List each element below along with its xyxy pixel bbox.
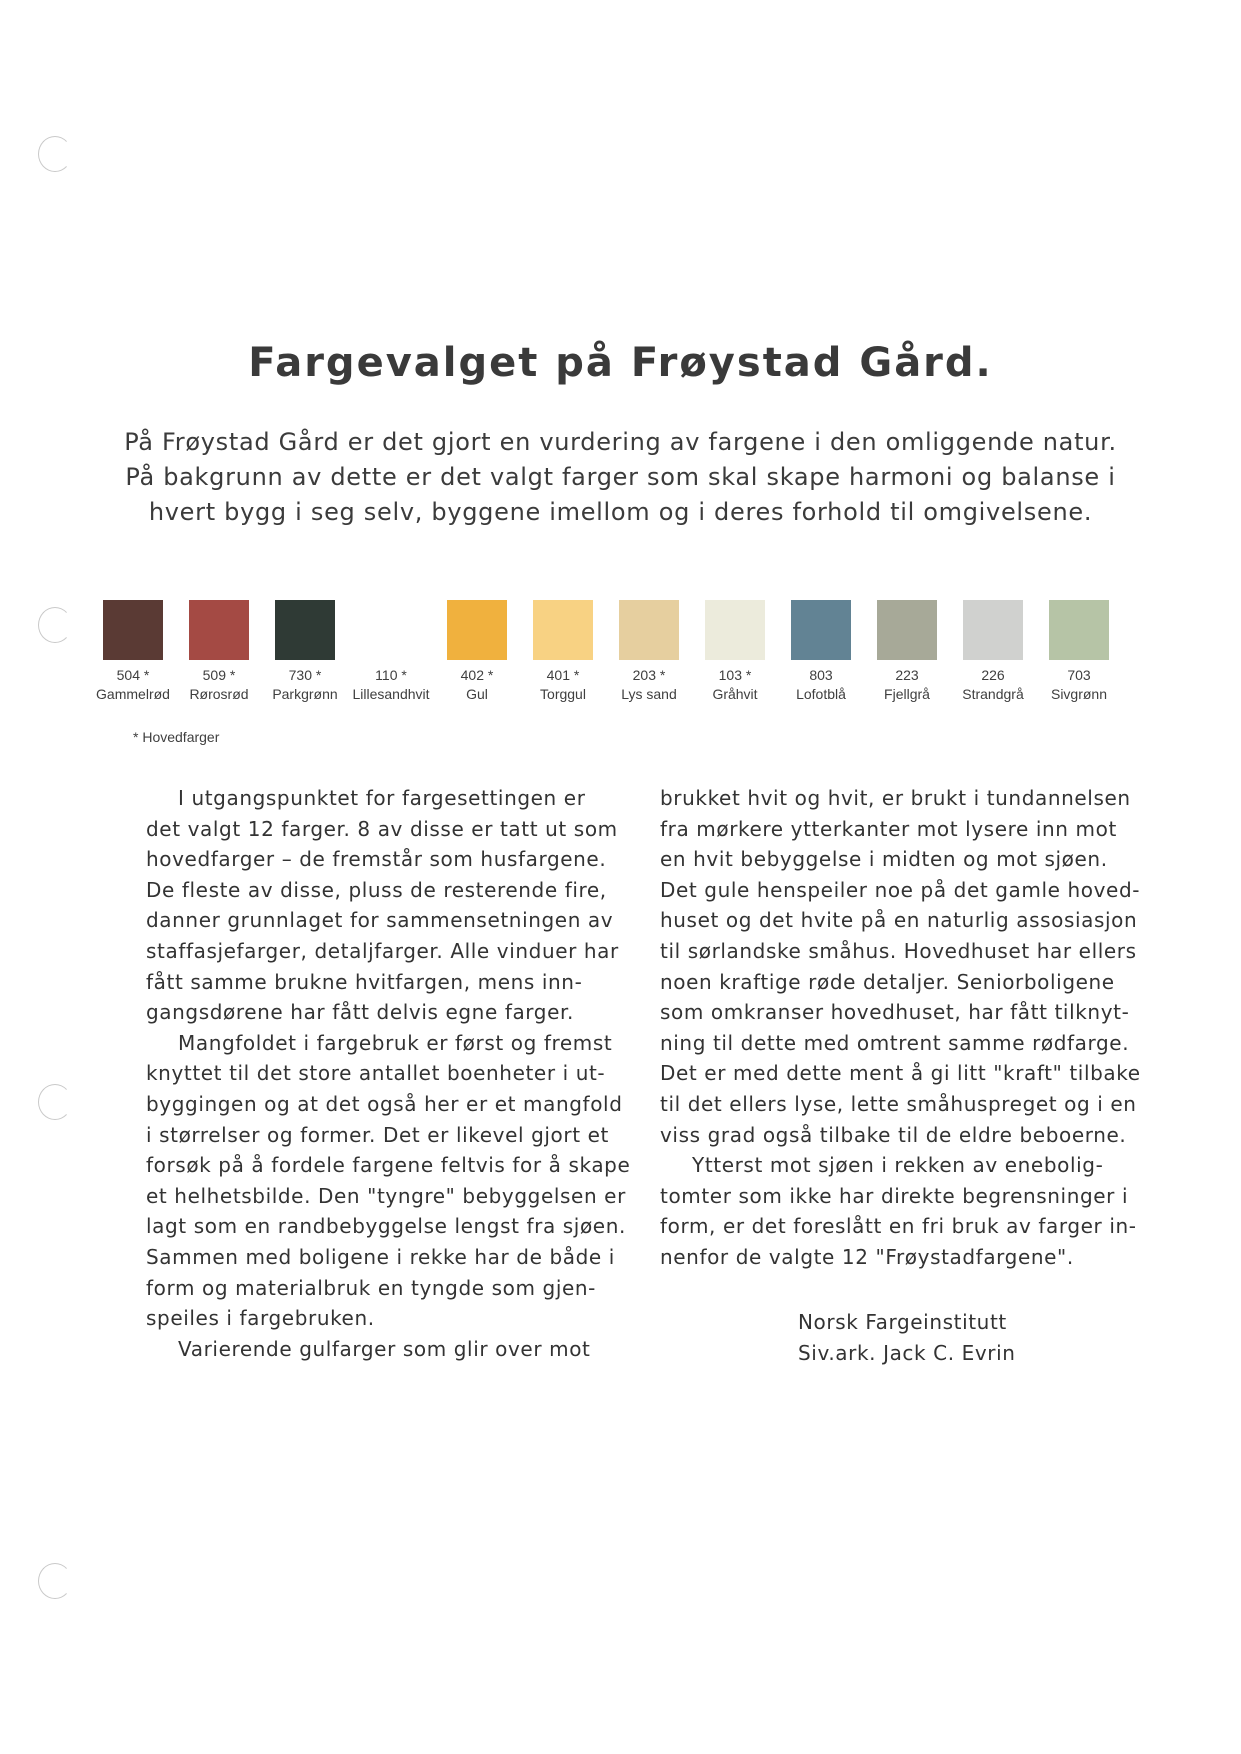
swatch-name: Gammelrød — [96, 686, 170, 702]
body-line: speiles i fargebruken. — [146, 1306, 375, 1331]
swatch-code: 226 — [981, 667, 1005, 683]
swatch-item — [1031, 600, 1127, 704]
color-swatch — [275, 600, 335, 660]
swatch-code: 402 * — [460, 667, 494, 683]
page-title: Fargevalget på Frøystad Gård. — [248, 340, 993, 386]
body-line: lagt som en randbebyggelse lengst fra sjøen. — [146, 1214, 626, 1239]
swatch-name: Sivgrønn — [1050, 686, 1108, 702]
body-line: brukket hvit og hvit, er brukt i tundannelsen — [660, 786, 1131, 810]
body-line: nenfor de valgte 12 "Frøystadfargene". — [660, 1244, 1074, 1269]
intro-line: hvert bygg i seg selv, byggene imellom og i deres forhold til omgivelsene. — [148, 498, 1093, 526]
body-line: huset og det hvite på en naturlig assosiasjon — [660, 908, 1138, 933]
color-swatch — [791, 600, 851, 660]
intro-paragraph — [0, 425, 1241, 530]
swatch-item — [945, 600, 1041, 704]
swatch-code: 401 * — [546, 667, 580, 683]
swatch-code: 110 * — [375, 667, 407, 683]
body-line: knyttet til det store antallet boenheter i ut- — [146, 1061, 606, 1086]
color-swatch — [705, 600, 765, 660]
swatch-code: 703 — [1067, 667, 1091, 683]
body-line: ning til dette med omtrent samme rødfarge. — [660, 1030, 1130, 1055]
body-line: fra mørkere ytterkanter mot lysere inn mot — [660, 816, 1117, 841]
body-line: hovedfarger – de fremstår som husfargene. — [146, 847, 607, 872]
swatch-code: 504 * — [116, 667, 150, 683]
body-line: form, er det foreslått en fri bruk av farger in- — [660, 1214, 1137, 1239]
color-swatch — [533, 600, 593, 660]
body-line: som omkranser hovedhuset, har fått tilknyt- — [660, 1000, 1130, 1025]
binder-hole-3 — [38, 1084, 72, 1120]
footnote: * Hovedfarger — [133, 729, 220, 745]
body-line: Det gule henspeiler noe på det gamle hoved- — [660, 877, 1141, 902]
body-column-right — [660, 783, 1160, 1273]
body-line: det valgt 12 farger. 8 av disse er tatt ut som — [146, 816, 618, 841]
signature-author: Siv.ark. Jack C. Evrin — [798, 1341, 1016, 1365]
body-line: noen kraftige røde detaljer. Seniorboligene — [660, 969, 1115, 994]
body-line: byggingen og at det også her er et mangfold — [146, 1091, 623, 1116]
body-line: danner grunnlaget for sammensetningen av — [146, 908, 614, 933]
swatch-item — [687, 600, 783, 704]
body-line: De fleste av disse, pluss de resterende fire, — [146, 877, 607, 902]
binder-hole-2 — [38, 607, 72, 643]
body-line: viss grad også tilbake til de eldre beboerne. — [660, 1122, 1127, 1147]
body-line: Det er med dette ment å gi litt "kraft" tilbake — [660, 1061, 1141, 1086]
swatch-name: Lys sand — [621, 686, 677, 702]
body-line: til sørlandske småhus. Hovedhuset har ellers — [660, 938, 1137, 963]
intro-line: På bakgrunn av dette er det valgt farger som skal skape harmoni og balanse i — [125, 463, 1116, 491]
intro-line: På Frøystad Gård er det gjort en vurdering av fargene i den omliggende natur. — [124, 428, 1117, 456]
body-line: i størrelser og former. Det er likevel gjort et — [146, 1122, 609, 1147]
body-line: fått samme brukne hvitfargen, mens inn- — [146, 969, 583, 994]
body-line: forsøk på å fordele fargene feltvis for å skape — [146, 1153, 631, 1178]
color-swatch — [1049, 600, 1109, 660]
body-line: Sammen med boligene i rekke har de både i — [146, 1244, 615, 1269]
color-swatch — [877, 600, 937, 660]
color-swatch — [963, 600, 1023, 660]
body-line: I utgangspunktet for fargesettingen er — [178, 786, 586, 810]
signature-organization: Norsk Fargeinstitutt — [798, 1310, 1007, 1334]
swatch-item — [773, 600, 869, 704]
swatch-name: Lofotblå — [796, 686, 846, 702]
body-line: en hvit bebyggelse i midten og mot sjøen. — [660, 847, 1108, 872]
swatch-code: 730 * — [288, 667, 322, 683]
swatch-item — [171, 600, 267, 704]
swatch-name: Rørosrød — [189, 686, 249, 702]
body-line: Varierende gulfarger som glir over mot — [178, 1336, 591, 1361]
binder-hole-4 — [38, 1563, 72, 1599]
swatch-name: Gul — [466, 686, 488, 702]
body-line: gangsdørene har fått delvis egne farger. — [146, 1000, 574, 1025]
color-swatch — [619, 600, 679, 660]
swatch-item — [429, 600, 525, 704]
body-line: Mangfoldet i fargebruk er først og fremst — [178, 1030, 613, 1055]
swatch-name: Fjellgrå — [884, 686, 930, 702]
color-swatch — [103, 600, 163, 660]
binder-hole-1 — [38, 136, 72, 172]
swatch-code: 203 * — [632, 667, 666, 683]
swatch-item — [85, 600, 181, 704]
body-line: form og materialbruk en tyngde som gjen- — [146, 1275, 596, 1300]
swatch-item — [859, 600, 955, 704]
swatch-code: 223 — [895, 667, 919, 683]
swatch-name: Strandgrå — [962, 686, 1024, 702]
color-palette — [96, 600, 1165, 705]
signature-block — [798, 1307, 1016, 1369]
color-swatch — [361, 600, 421, 660]
body-line: et helhetsbilde. Den "tyngre" bebyggelsen er — [146, 1183, 626, 1208]
swatch-item — [343, 600, 439, 704]
swatch-item — [515, 600, 611, 704]
color-swatch — [447, 600, 507, 660]
body-line: staffasjefarger, detaljfarger. Alle vinduer har — [146, 938, 619, 963]
body-line: tomter som ikke har direkte begrensninger i — [660, 1183, 1129, 1208]
body-column-left — [146, 783, 646, 1364]
swatch-code: 803 — [809, 667, 833, 683]
color-swatch — [189, 600, 249, 660]
swatch-name: Parkgrønn — [272, 686, 338, 702]
swatch-name: Lillesandhvit — [352, 686, 430, 702]
swatch-name: Gråhvit — [712, 686, 758, 702]
body-line: Ytterst mot sjøen i rekken av enebolig- — [692, 1153, 1104, 1178]
swatch-code: 103 * — [718, 667, 752, 683]
swatch-item — [257, 600, 353, 704]
body-line: til det ellers lyse, lette småhuspreget og i en — [660, 1091, 1137, 1116]
swatch-name: Torggul — [540, 686, 586, 702]
swatch-code: 509 * — [202, 667, 236, 683]
swatch-item — [601, 600, 697, 704]
